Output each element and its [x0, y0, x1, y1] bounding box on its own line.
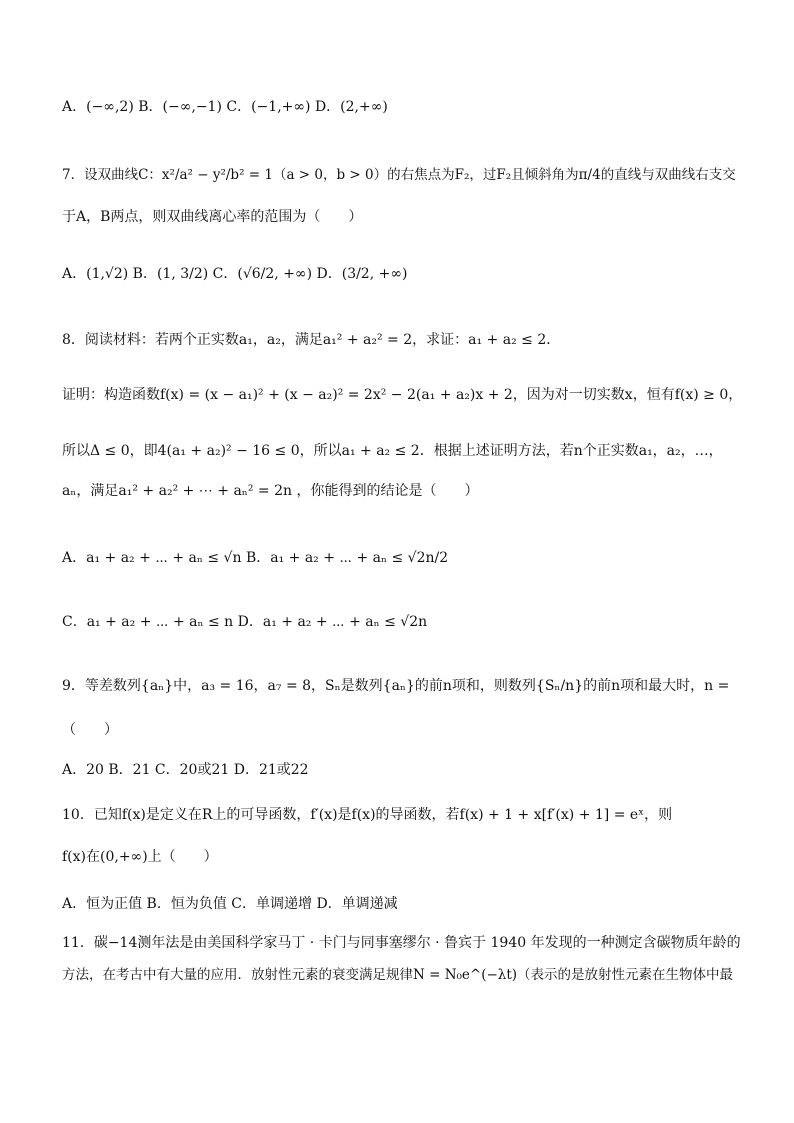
- q7-stem-line-1: 7．设双曲线C：x²/a² − y²/b² = 1（a > 0，b > 0）的右焦点为F₂，过F₂且倾斜角为π/4的直线与双曲线右支交: [62, 167, 736, 183]
- q8-proof-line-2: 所以Δ ≤ 0，即4(a₁ + a₂)² − 16 ≤ 0，所以a₁ + a₂ ≤ 2．根据上述证明方法，若n个正实数a₁，a₂，…，: [62, 443, 723, 459]
- q9-stem-line-1: 9．等差数列{aₙ}中，a₃ = 16，a₇ = 8，Sₙ是数列{aₙ}的前n项和，则数列{Sₙ/n}的前n项和最大时，n =: [62, 678, 730, 694]
- q10-stem-line-2: f(x)在(0,+∞)上（ ）: [62, 849, 218, 865]
- q8-proof-line-1: 证明：构造函数f(x) = (x − a₁)² + (x − a₂)² = 2x² − 2(a₁ + a₂)x + 2，因为对一切实数x，恒有f(x) ≥ 0，: [62, 387, 743, 403]
- q8-stem-line-1: 8．阅读材料：若两个正实数a₁，a₂，满足a₁² + a₂² = 2，求证：a₁ + a₂ ≤ 2．: [62, 332, 561, 348]
- q9-options: A．20 B．21 C．20或21 D．21或22: [62, 762, 309, 778]
- q10-options: A．恒为正值 B．恒为负值 C．单调递增 D．单调递减: [62, 896, 398, 912]
- q9-stem-line-2: （ ）: [62, 722, 118, 738]
- q8-proof-line-3: aₙ，满足a₁² + a₂² + ⋯ + aₙ² = 2n ，你能得到的结论是（ ）: [62, 483, 479, 499]
- q11-stem-line-2: 方法，在考古中有大量的应用．放射性元素的衰变满足规律N = N₀e^(−λt)（表示的是放射性元素在生物体中最: [62, 967, 734, 983]
- q7-options: A．(1,√2) B．(1, 3/2) C．(√6/2, +∞) D．(3/2, +∞): [62, 266, 408, 282]
- q8-options-ab: A．a₁ + a₂ + ⋯ + aₙ ≤ √n B．a₁ + a₂ + ⋯ + aₙ ≤ √2n/2: [62, 550, 449, 566]
- q10-stem-line-1: 10．已知f(x)是定义在R上的可导函数，f′(x)是f(x)的导函数，若f(x) + 1 + x[f′(x) + 1] = eˣ，则: [62, 807, 673, 823]
- q6-options: A．(−∞,2) B．(−∞,−1) C．(−1,+∞) D．(2,+∞): [62, 99, 388, 115]
- q7-stem-line-2: 于A，B两点，则双曲线离心率的范围为（ ）: [62, 209, 363, 225]
- q11-stem-line-1: 11．碳−14测年法是由美国科学家马丁 · 卡门与同事塞缪尔 · 鲁宾于 1940 年发现的一种测定含碳物质年龄的: [62, 935, 741, 951]
- q8-options-cd: C．a₁ + a₂ + ⋯ + aₙ ≤ n D．a₁ + a₂ + ⋯ + aₙ ≤ √2n: [62, 614, 428, 630]
